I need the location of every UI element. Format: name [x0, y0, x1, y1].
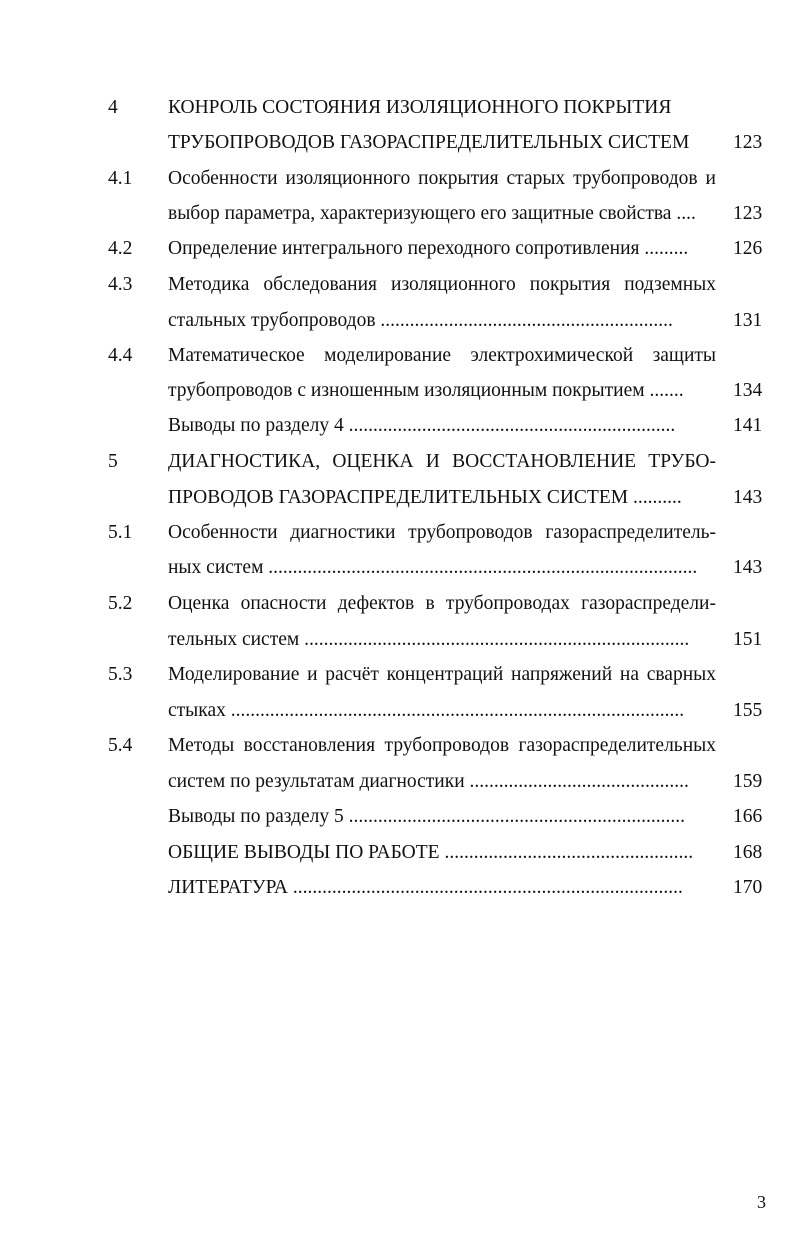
toc-entry-number: 5.1	[108, 522, 133, 543]
toc-entry-page: 166	[733, 806, 763, 827]
toc-entry-title-line: систем по результатам диагностики .............................................	[168, 771, 689, 792]
toc-entry-page: 131	[733, 310, 763, 331]
toc-entry-number: 4.3	[108, 274, 133, 295]
toc-entry-page: 126	[733, 238, 763, 259]
toc-entry-page: 155	[733, 700, 763, 721]
toc-entry-title-line: ДИАГНОСТИКА, ОЦЕНКА И ВОССТАНОВЛЕНИЕ ТРУБО-	[168, 451, 716, 472]
toc-entry-page: 123	[733, 203, 763, 224]
toc-entry-page: 159	[733, 771, 763, 792]
toc-entry-page: 143	[733, 487, 763, 508]
toc-entry-title-line: Методика обследования изоляционного покрытия подземных	[168, 274, 716, 295]
toc-entry-title-line: стыках .............................................................................................	[168, 700, 685, 721]
toc-entry-title-line: ПРОВОДОВ ГАЗОРАСПРЕДЕЛИТЕЛЬНЫХ СИСТЕМ ..........	[168, 487, 682, 508]
toc-entry-number: 4	[108, 97, 118, 118]
toc-entry-title-line: КОНРОЛЬ СОСТОЯНИЯ ИЗОЛЯЦИОННОГО ПОКРЫТИЯ	[168, 97, 672, 118]
toc-entry-title-line: Моделирование и расчёт концентраций напряжений на сварных	[168, 664, 716, 685]
toc-entry-title-line: Оценка опасности дефектов в трубопроводах газораспредели-	[168, 593, 716, 614]
toc-entry-number: 4.2	[108, 238, 133, 259]
toc-entry-number: 5.3	[108, 664, 133, 685]
toc-entry-title-line: Особенности изоляционного покрытия старых трубопроводов и	[168, 168, 716, 189]
toc-entry-page: 123	[733, 132, 763, 153]
toc-entry-title-line: Методы восстановления трубопроводов газораспределительных	[168, 735, 716, 756]
toc-entry-title-line: Выводы по разделу 5 .....................................................................	[168, 806, 686, 827]
toc-entry-title-line: Особенности диагностики трубопроводов газораспределитель-	[168, 522, 716, 543]
toc-entry-title-line: ТРУБОПРОВОДОВ ГАЗОРАСПРЕДЕЛИТЕЛЬНЫХ СИСТЕМ	[168, 132, 690, 153]
toc-entry-page: 134	[733, 380, 763, 401]
toc-entry-title-line: Выводы по разделу 4 ...................................................................	[168, 415, 676, 436]
toc-entry-number: 5.4	[108, 735, 133, 756]
toc-entry-page: 143	[733, 557, 763, 578]
toc-entry-page: 168	[733, 842, 763, 863]
toc-entry-page: 170	[733, 877, 763, 898]
page-number: 3	[757, 1192, 766, 1212]
toc-entry-title-line: выбор параметра, характеризующего его защитные свойства ....	[168, 203, 696, 224]
toc-entry-number: 5	[108, 451, 118, 472]
toc-entry-title-line: Определение интегрального переходного сопротивления .........	[168, 238, 689, 259]
toc-entry-title-line: ных систем ........................................................................................	[168, 557, 698, 578]
toc-entry-title-line: Математическое моделирование электрохимической защиты	[168, 345, 716, 366]
toc-entry-title-line: стальных трубопроводов ............................................................	[168, 310, 673, 331]
toc-entry-number: 4.1	[108, 168, 133, 189]
toc-entry-page: 141	[733, 415, 763, 436]
toc-entry-number: 5.2	[108, 593, 133, 614]
toc-entry-title-line: трубопроводов с изношенным изоляционным покрытием .......	[168, 380, 684, 401]
toc-entry-page: 151	[733, 629, 763, 650]
toc-entry-number: 4.4	[108, 345, 133, 366]
toc-entry-title-line: ОБЩИЕ ВЫВОДЫ ПО РАБОТЕ ...................................................	[168, 842, 694, 863]
toc-entry-title-line: ЛИТЕРАТУРА ................................................................................	[168, 877, 683, 898]
toc-entry-title-line: тельных систем ...............................................................................	[168, 629, 690, 650]
